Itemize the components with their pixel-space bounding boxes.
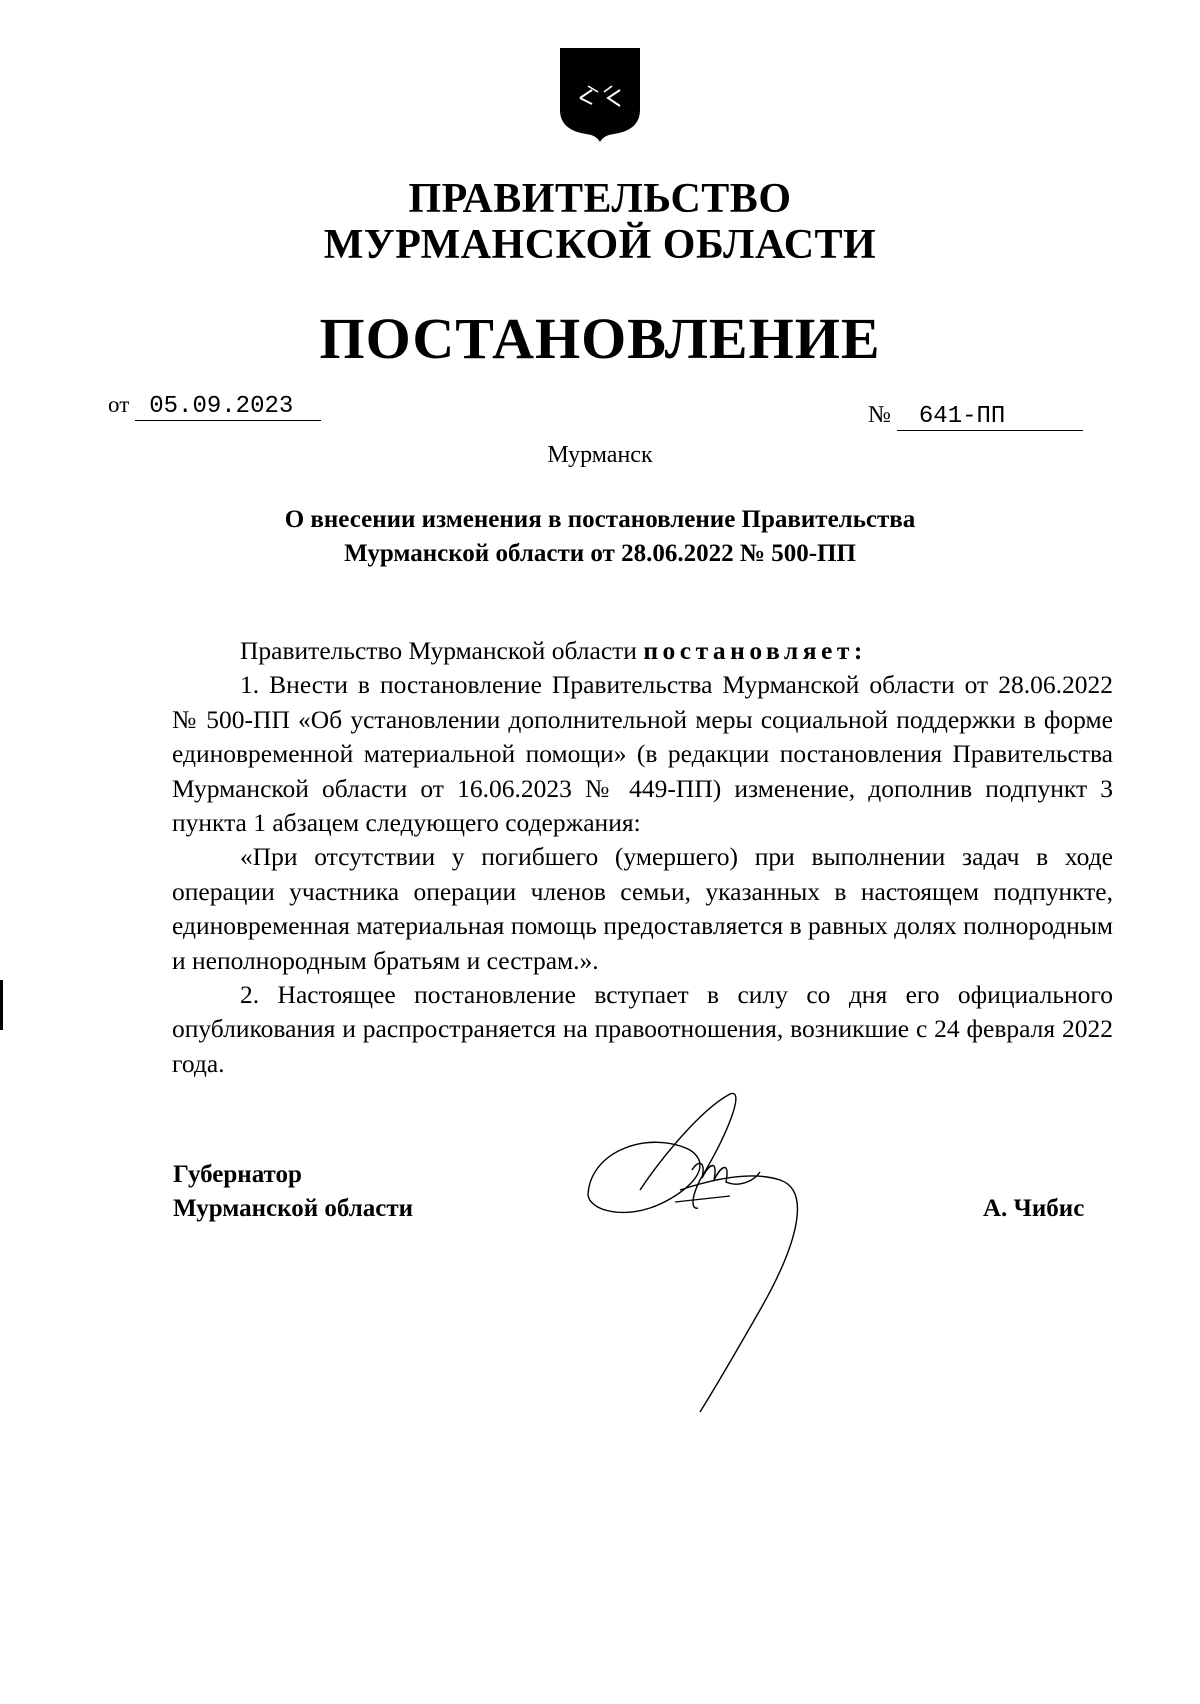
date-row: [108, 392, 321, 421]
document-body: [172, 634, 1113, 1081]
quoted-paragraph: «При отсутствии у погибшего (умершего) при выполнении задач в ходе операции участника операции членов семьи, указанных в настоящем подпункте, единовременная материальная помощь предоставляется в равных долях полнородным и неполнородным братьям и сестрам.».: [172, 842, 1113, 975]
org-name-line2: МУРМАНСКОЙ ОБЛАСТИ: [323, 222, 877, 268]
signer-title-line2: Мурманской области: [173, 1195, 414, 1222]
signer-name: А. Чибис: [983, 1195, 1085, 1222]
city: Мурманск: [547, 442, 653, 468]
document-date: 05.09.2023: [135, 393, 321, 421]
org-name-line1: ПРАВИТЕЛЬСТВО: [408, 176, 792, 222]
handwritten-signature: [580, 1090, 880, 1420]
signer-title-line1: Губернатор: [173, 1161, 302, 1188]
paragraph-1: 1. Внести в постановление Правительства Мурманской области от 28.06.2022 № 500-ПП «Об установлении дополнительной меры социальной поддержки в форме единовременной материальной помощи» (в редакции постановления Правительства Мурманской области от 16.06.2023 № 449-ПП) изменение, дополнив подпункт 3 пункта 1 абзацем следующего содержания:: [172, 670, 1113, 838]
document-number: 641-ПП: [897, 403, 1083, 431]
document-type-title: ПОСТАНОВЛЕНИЕ: [319, 306, 881, 371]
date-prefix: от: [108, 392, 130, 417]
scan-margin-mark: [0, 980, 3, 1030]
number-prefix: №: [868, 402, 891, 428]
coat-of-arms-emblem: [558, 46, 642, 144]
preamble-paragraph: [172, 634, 1113, 668]
preamble-emphasis: постановляет:: [643, 636, 867, 665]
preamble-text: Правительство Мурманской области: [240, 636, 644, 665]
subject-line1: О внесении изменения в постановление Правительства: [284, 506, 916, 533]
paragraph-2: 2. Настоящее постановление вступает в силу со дня его официального опубликования и распространяется на правоотношения, возникшие с 24 февраля 2022 года.: [172, 980, 1113, 1078]
number-row: [868, 402, 1083, 431]
subject-line2: Мурманской области от 28.06.2022 № 500-ПП: [344, 540, 856, 567]
